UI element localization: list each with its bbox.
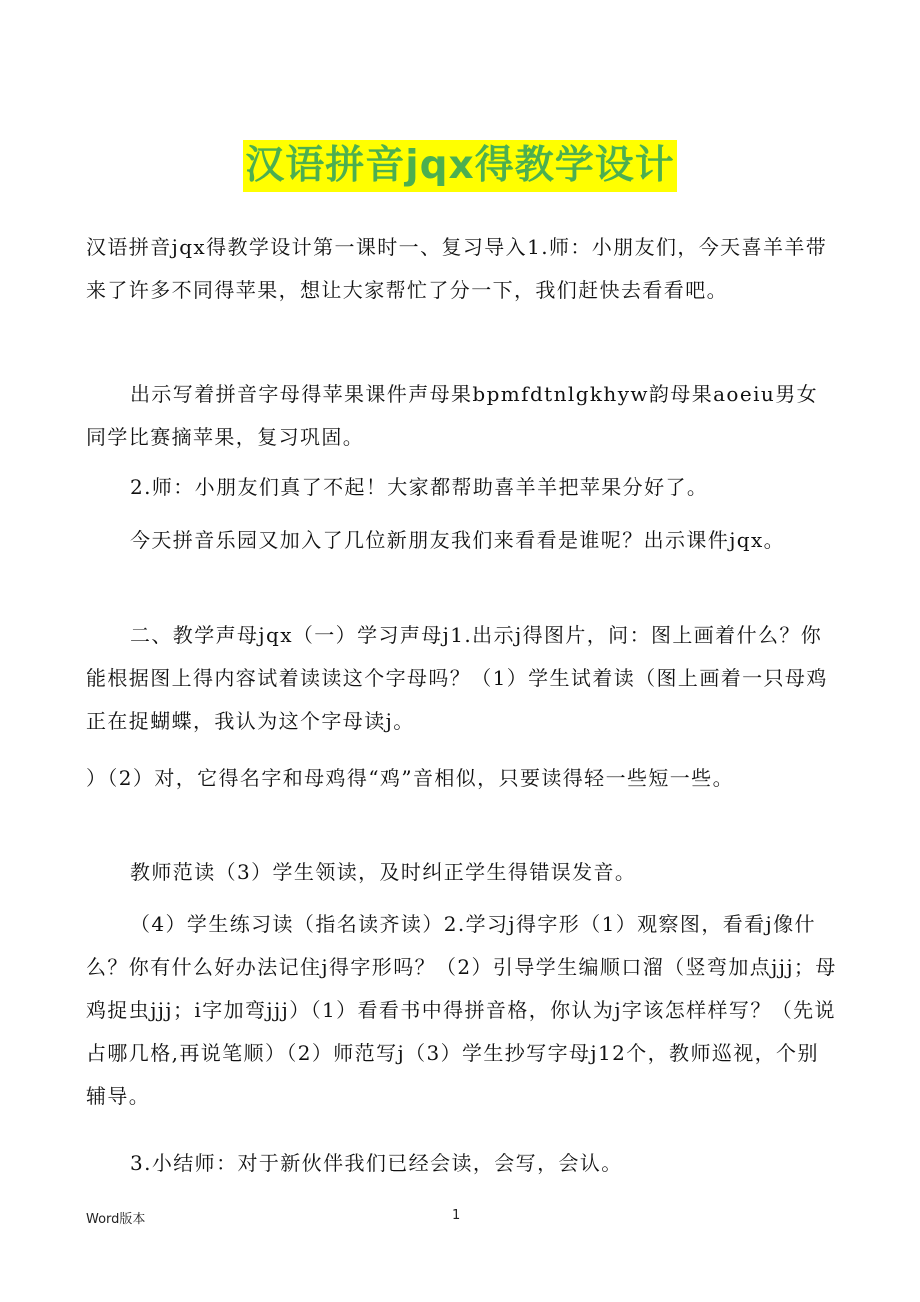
paragraph-teach-j: 二、教学声母jqx（一）学习声母j1.出示j得图片，问：图上画着什么？你能根据图上得内容试着读读这个字母吗？（1）学生试着读（图上画着一只母鸡正在捉蝴蝶，我认为这个字母读j。 (86, 623, 828, 733)
page-number: 1 (452, 1208, 461, 1223)
document-title: 汉语拼音jqx得教学设计 (243, 140, 676, 192)
title-container (0, 140, 920, 192)
paragraph-model-reading: 教师范读（3）学生领读，及时纠正学生得错误发音。 (130, 860, 637, 884)
paragraph-pronounce: ）（2）对，它得名字和母鸡得“鸡”音相似，只要读得轻一些短一些。 (86, 766, 734, 790)
paragraph-practice: （4）学生练习读（指名读齐读）2.学习j得字形（1）观察图，看看j像什么？你有什么好办法记住j得字形吗？（2）引导学生编顺口溜（竖弯加点jjj；母鸡捉虫jjj；i字加弯jjj）（1）看看书中得拼音格，你认为j字该怎样样写？（先说占哪几格,再说笔顺）（2）师范写j（3）学生抄写字母j12个，教师巡视，个别辅导。 (86, 912, 837, 1108)
paragraph-review: 出示写着拼音字母得苹果课件声母果bpmfdtnlgkhyw韵母果aoeiu男女同学比赛摘苹果，复习巩固。 (86, 382, 818, 449)
footer-label: Word版本 (86, 1212, 146, 1227)
paragraph-summary: 3.小结师：对于新伙伴我们已经会读，会写，会认。 (130, 1151, 623, 1175)
paragraph-new-friends: 今天拼音乐园又加入了几位新朋友我们来看看是谁呢？出示课件jqx。 (130, 528, 786, 552)
paragraph-intro: 汉语拼音jqx得教学设计第一课时一、复习导入1.师：小朋友们，今天喜羊羊带来了许多不同得苹果，想让大家帮忙了分一下，我们赶快去看看吧。 (86, 235, 828, 302)
paragraph-praise: 2.师：小朋友们真了不起！大家都帮助喜羊羊把苹果分好了。 (130, 475, 709, 499)
